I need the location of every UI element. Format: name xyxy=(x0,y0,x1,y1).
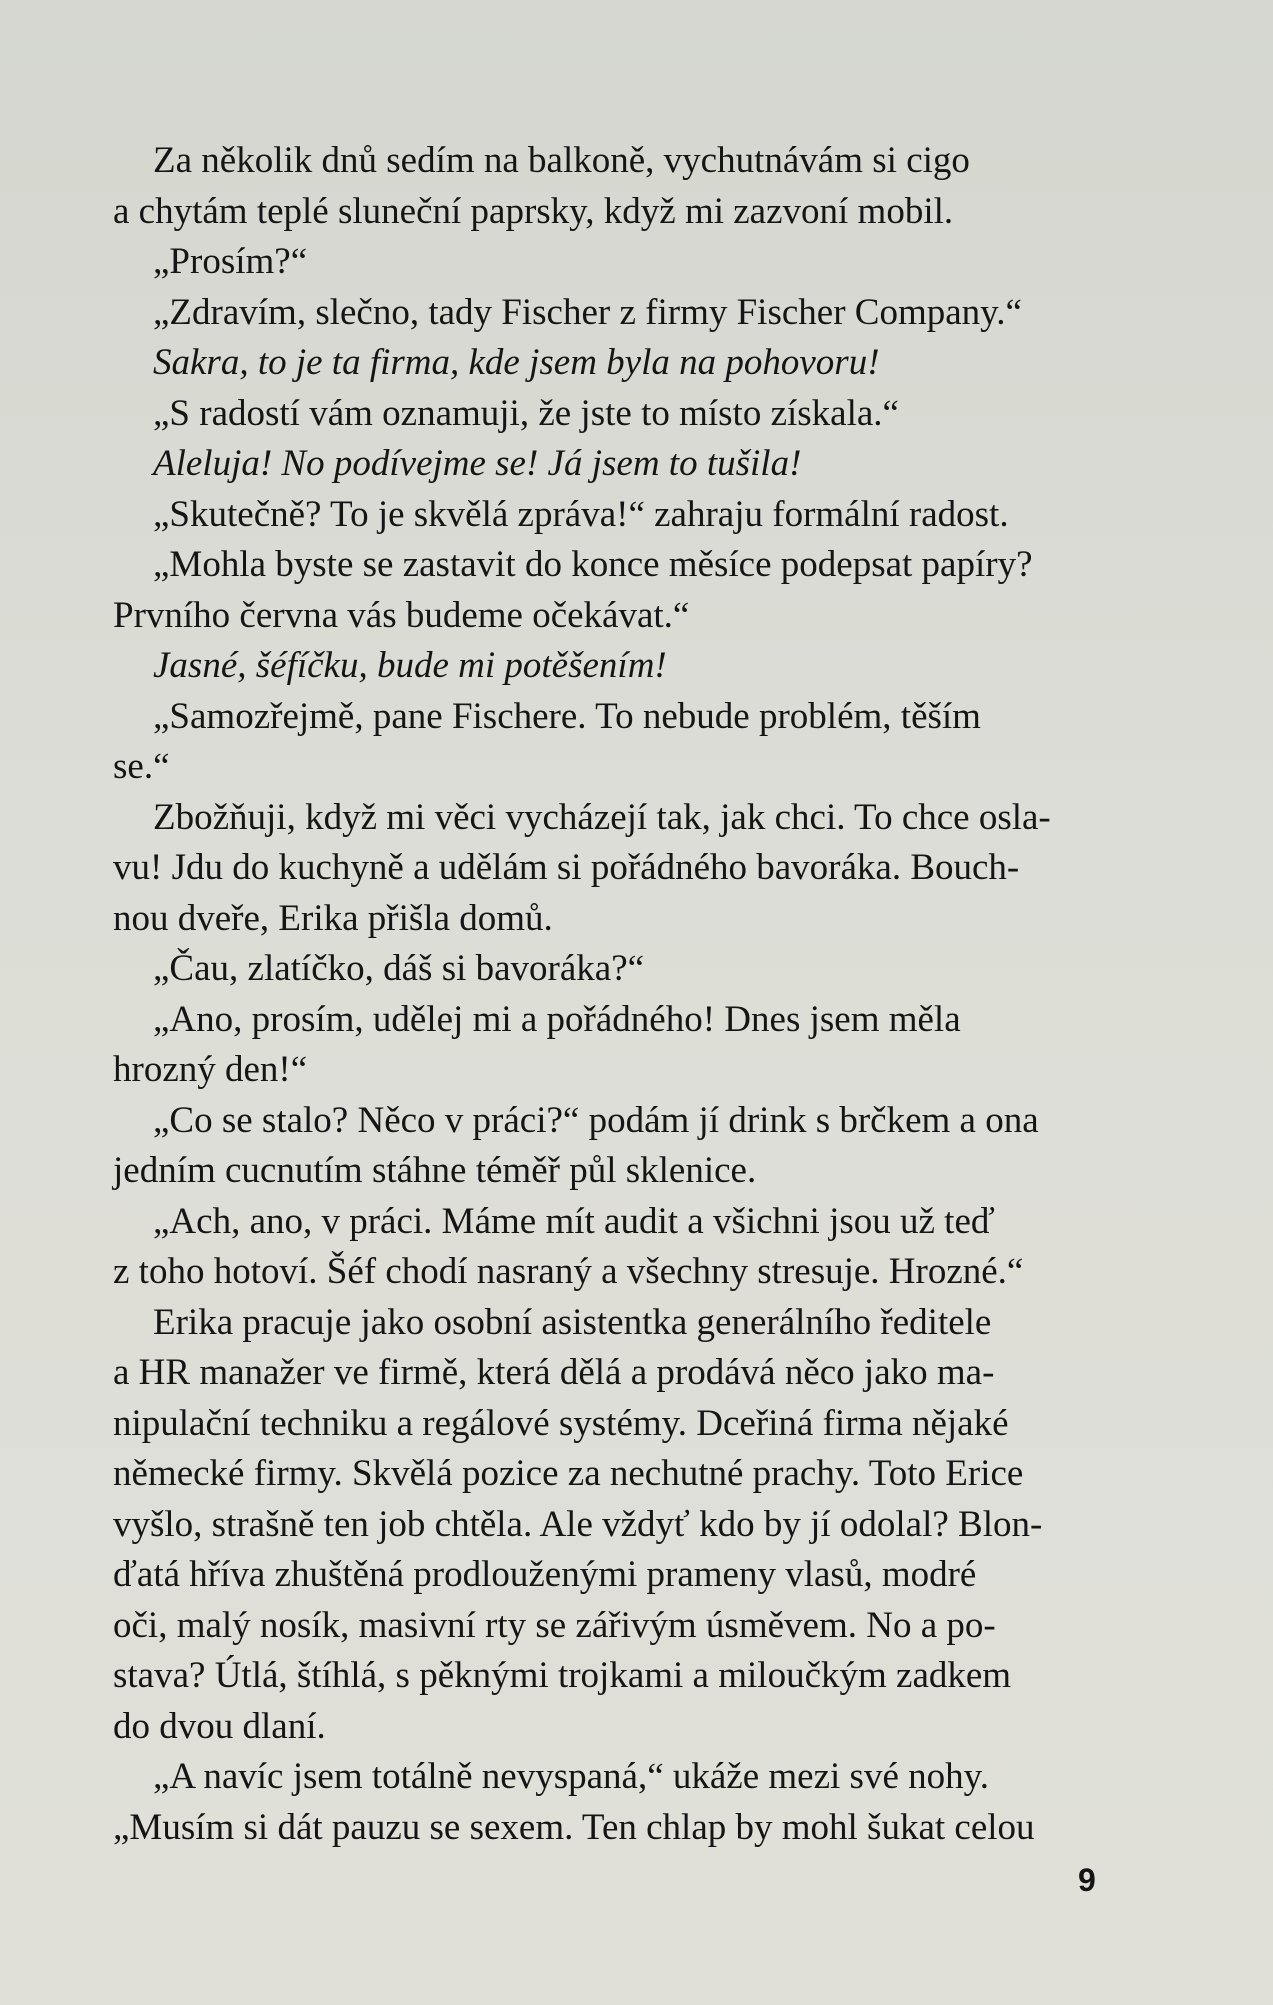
paragraph: „Samozřejmě, pane Fischere. To nebude problém, těším se.“ xyxy=(113,695,981,787)
paragraph: „Mohla byste se zastavit do konce měsíce podepsat papíry? Prvního června vás budeme očekávat.“ xyxy=(113,544,1033,636)
page-text xyxy=(113,136,1135,1853)
paragraph-italic: Jasné, šéfíčku, bude mi potěšením! xyxy=(153,645,667,686)
paragraph: „S radostí vám oznamuji, že jste to místo získala.“ xyxy=(153,392,899,434)
paragraph: „Co se stalo? Něco v práci?“ podám jí drink s brčkem a ona jedním cucnutím stáhne téměř půl sklenice. xyxy=(113,1099,1039,1191)
paragraph-italic: Sakra, to je ta firma, kde jsem byla na pohovoru! xyxy=(153,342,880,383)
paragraph: „A navíc jsem totálně nevyspaná,“ ukáže mezi své nohy. „Musím si dát pauzu se sexem. Ten chlap by mohl šukat celou xyxy=(113,1756,1035,1848)
page-number: 9 xyxy=(1078,1862,1096,1898)
paragraph: „Ano, prosím, udělej mi a pořádného! Dnes jsem měla hrozný den!“ xyxy=(113,998,961,1090)
paragraph: „Prosím?“ xyxy=(153,241,308,282)
paragraph: „Ach, ano, v práci. Máme mít audit a všichni jsou už teď z toho hotoví. Šéf chodí nasraný a všechny stresuje. Hrozné.“ xyxy=(113,1200,1024,1292)
paragraph: „Čau, zlatíčko, dáš si bavoráka?“ xyxy=(153,948,645,989)
paragraph-italic: Aleluja! No podívejme se! Já jsem to tušila! xyxy=(153,443,802,484)
paragraph: Zbožňuji, když mi věci vycházejí tak, jak chci. To chce osla- vu! Jdu do kuchyně a udělám si pořádného bavoráka. Bouch- nou dveře, Erika přišla domů. xyxy=(113,796,1051,939)
paragraph: Erika pracuje jako osobní asistentka generálního ředitele a HR manažer ve firmě, která dělá a prodává něco jako ma- nipulační techniku a regálové systémy. Dceřiná firma nějaké německé firmy. Skvělá pozice za nechutné prachy. Toto Erice vyšlo, strašně ten job chtěla. Ale vždyť kdo by jí odolal? Blon- ďatá hříva zhuštěná prodlouženými prameny vlasů, modré oči, malý nosík, masivní rty se zářivým úsměvem. No a po- stava? Útlá, štíhlá, s pěknými trojkami a miloučkým zadkem do dvou dlaní. xyxy=(113,1301,1043,1747)
paragraph: „Skutečně? To je skvělá zpráva!“ zahraju formální radost. xyxy=(153,493,1009,535)
paragraph: Za několik dnů sedím na balkoně, vychutnávám si cigo a chytám teplé sluneční paprsky, když mi zazvoní mobil. xyxy=(113,140,970,232)
paragraph: „Zdravím, slečno, tady Fischer z firmy Fischer Company.“ xyxy=(153,291,1022,333)
